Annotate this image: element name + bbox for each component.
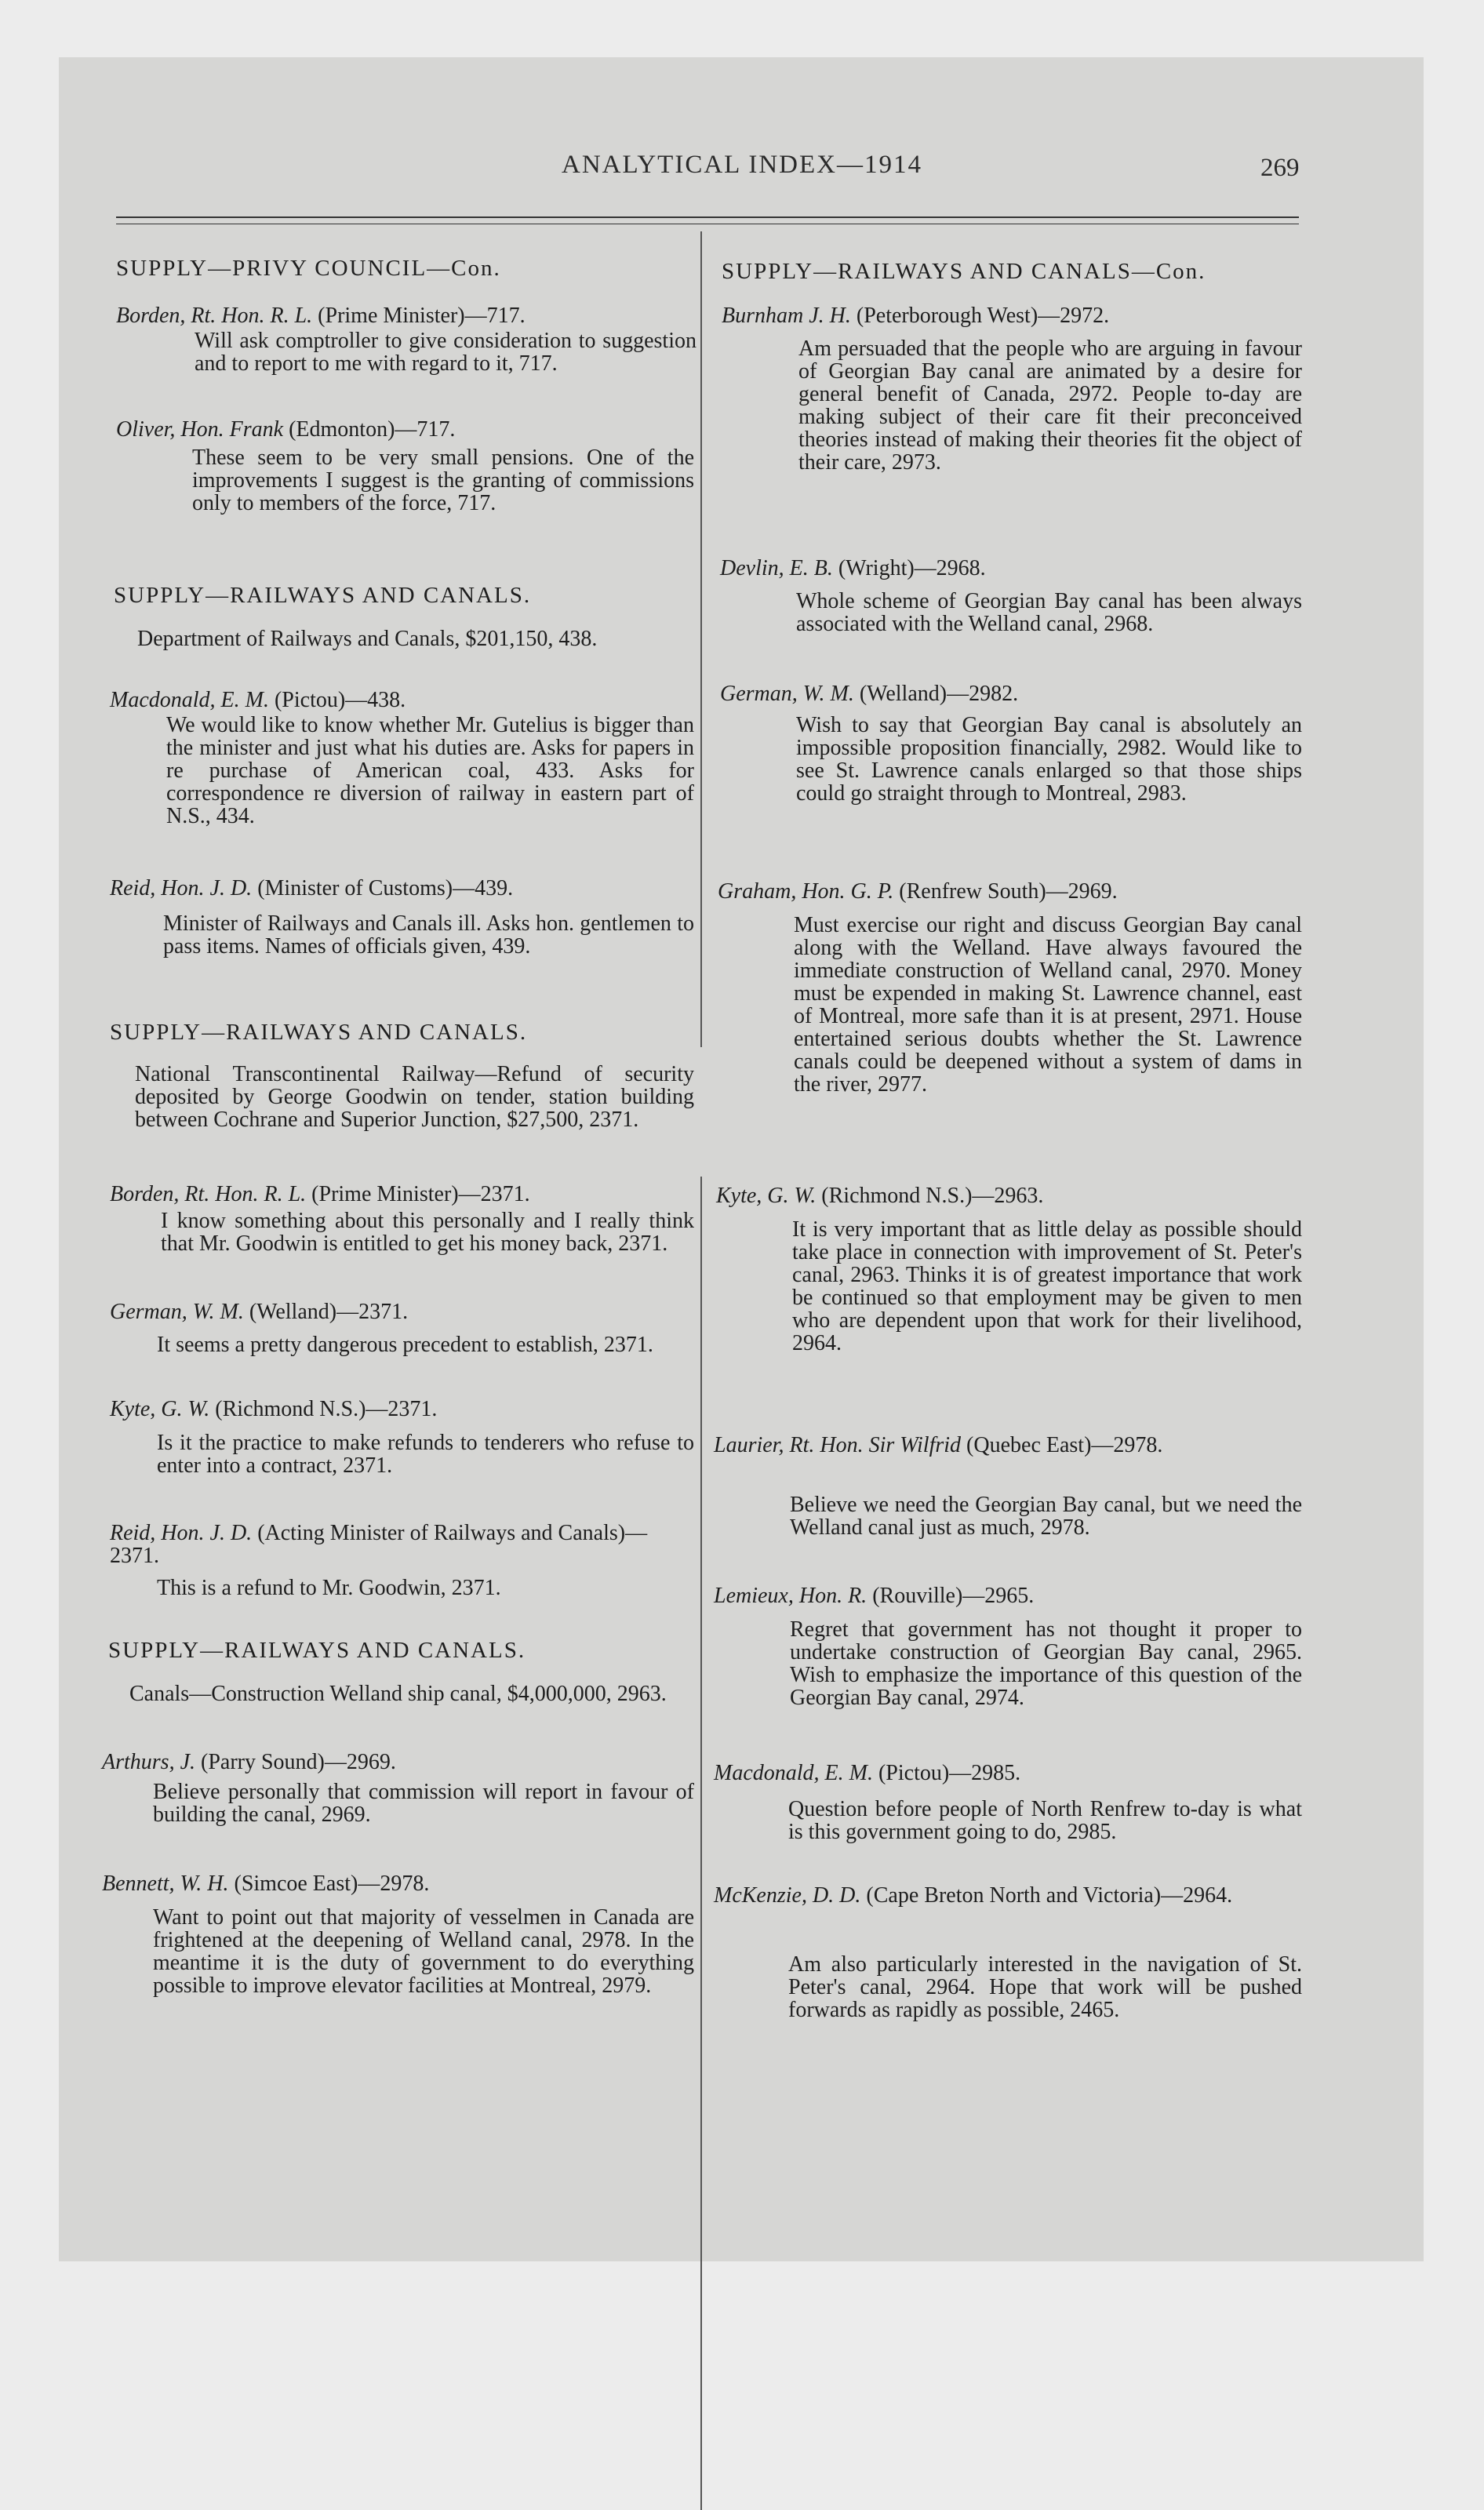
speaker-role: (Prime Minister)—2371. [311,1182,530,1206]
speaker-line [720,682,1300,705]
speaker-role: (Cape Breton North and Victoria)—2964. [866,1883,1233,1908]
speaker-name: Lemieux, Hon. R. [714,1584,867,1608]
entry-text: Am persuaded that the people who are arguing in favour of Georgian Bay canal are animated by a desire for general benefit of Canada, 2972. People to-day are making subject of their care fit their preconceived theories instead of making their theories fit the object of their care, 2973. [798,336,1302,475]
speaker-role: (Parry Sound)—2969. [201,1750,396,1774]
entry-text: Will ask comptroller to give consideration to suggestion and to report to me with regard to it, 717. [195,329,697,376]
section-heading: SUPPLY—RAILWAYS AND CANALS. [108,1638,526,1663]
page-number: 269 [1260,154,1300,182]
speaker-role: (Pictou)—438. [274,688,406,712]
entry-text: This is a refund to Mr. Goodwin, 2371. [157,1576,501,1600]
speaker-role: (Wright)—2968. [838,556,986,580]
speaker-role: (Renfrew South)—2969. [899,879,1118,904]
speaker-name: Oliver, Hon. Frank [116,417,284,442]
speaker-name: Reid, Hon. J. D. [110,1521,253,1545]
entry-text: Is it the practice to make refunds to tenderers who refuse to enter into a contract, 2371. [157,1431,694,1478]
speaker-role: (Welland)—2982. [859,682,1019,706]
section-heading: SUPPLY—PRIVY COUNCIL—Con. [116,256,501,281]
speaker-line [718,880,1302,903]
speaker-name: Borden, Rt. Hon. R. L. [110,1182,307,1206]
speaker-line [102,1872,682,1895]
speaker-line [110,1522,694,1567]
supply-item: Department of Railways and Canals, $201,150, 438. [137,627,598,651]
speaker-line [714,1884,1302,1907]
page-title: ANALYTICAL INDEX—1914 [562,151,922,179]
speaker-role: (Pictou)—2985. [878,1761,1021,1785]
section-heading: SUPPLY—RAILWAYS AND CANALS. [114,583,532,608]
speaker-name: Devlin, E. B. [720,556,833,580]
header-rule-top [116,216,1299,218]
speaker-name: Kyte, G. W. [716,1184,817,1208]
entry-text: I know something about this personally and I really think that Mr. Goodwin is entitled to get his money back, 2371. [161,1209,694,1256]
speaker-name: Burnham J. H. [722,304,851,328]
entry-text: Am also particularly interested in the navigation of St. Peter's canal, 2964. Hope that work will be pushed forwards as rapidly as possible, 2465. [788,1952,1302,2022]
speaker-role: (Edmonton)—717. [289,417,456,442]
speaker-line [714,1434,1302,1457]
supply-item: National Transcontinental Railway—Refund of security deposited by George Goodwin on tender, station building between Cochrane and Superior Junction, $27,500, 2371. [135,1062,694,1132]
speaker-line [720,557,1300,580]
speaker-role: (Acting Minister of Railways and Canals)—2371. [110,1521,648,1568]
speaker-role: (Richmond N.S.)—2963. [821,1184,1044,1208]
entry-text: These seem to be very small pensions. One of the improvements I suggest is the granting of commissions only to members of the force, 717. [192,446,694,515]
supply-item: Canals—Construction Welland ship canal, $4,000,000, 2963. [129,1682,667,1706]
speaker-role: (Quebec East)—2978. [966,1433,1163,1457]
speaker-line [110,689,682,711]
entry-text: Believe personally that commission will report in favour of building the canal, 2969. [153,1780,694,1827]
entry-text: Whole scheme of Georgian Bay canal has been always associated with the Welland canal, 2968. [796,589,1302,636]
speaker-name: German, W. M. [110,1300,244,1324]
speaker-name: Kyte, G. W. [110,1397,210,1421]
entry-text: We would like to know whether Mr. Gutelius is bigger than the minister and just what his duties are. Asks for papers in re purchase of American coal, 433. Asks for correspondence re diversion of railway in eastern part of N.S., 434. [166,713,694,828]
speaker-line [102,1751,682,1773]
speaker-line [110,1398,690,1421]
section-heading: SUPPLY—RAILWAYS AND CANALS—Con. [722,259,1206,284]
speaker-name: Macdonald, E. M. [714,1761,873,1785]
speaker-name: German, W. M. [720,682,854,706]
speaker-role: (Simcoe East)—2978. [234,1872,430,1896]
speaker-line [716,1184,1300,1207]
entry-text: Question before people of North Renfrew to-day is what is this government going to do, 2985. [788,1797,1302,1844]
speaker-name: Macdonald, E. M. [110,688,269,712]
entry-text: Must exercise our right and discuss Georgian Bay canal along with the Welland. Have always favoured the immediate construction of Welland canal, 2970. Money must be expended in making St. Lawrence channel, east of Montreal, more safe than it is at present, 2971. House entertained serious doubts whether the St. Lawrence canals could be deepened without a system of dams in the river, 2977. [794,913,1302,1097]
speaker-name: Graham, Hon. G. P. [718,879,894,904]
speaker-role: (Minister of Customs)—439. [257,876,514,900]
entry-text: Regret that government has not thought it proper to undertake construction of Georgian Bay canal, 2965. Wish to emphasize the importance of this question of the Georgian Bay canal, 2974. [790,1617,1302,1710]
speaker-line [110,877,682,900]
speaker-line [116,304,689,327]
speaker-role: (Rouville)—2965. [872,1584,1035,1608]
speaker-name: Bennett, W. H. [102,1872,229,1896]
speaker-line [714,1584,1302,1607]
speaker-name: Reid, Hon. J. D. [110,876,253,900]
entry-text: Want to point out that majority of vesselmen in Canada are frightened at the deepening of Welland canal, 2978. In the meantime it is the duty of government to do everything possible to improve elevator facilities at Montreal, 2979. [153,1905,694,1998]
entry-text: Wish to say that Georgian Bay canal is absolutely an impossible proposition financially, 2982. Would like to see St. Lawrence canals enlarged so that those ships could go straight through to Montreal, 2983. [796,713,1302,806]
column-divider-lower [700,1177,702,2510]
entry-text: It seems a pretty dangerous precedent to establish, 2371. [157,1333,653,1357]
speaker-role: (Prime Minister)—717. [318,304,526,328]
speaker-name: Borden, Rt. Hon. R. L. [116,304,313,328]
speaker-line [722,304,1302,327]
speaker-line [714,1762,1302,1784]
entry-text: Believe we need the Georgian Bay canal, but we need the Welland canal just as much, 2978. [790,1493,1302,1540]
speaker-line [116,418,689,441]
speaker-line [110,1300,690,1323]
section-heading: SUPPLY—RAILWAYS AND CANALS. [110,1020,528,1045]
speaker-name: McKenzie, D. D. [714,1883,861,1908]
speaker-role: (Richmond N.S.)—2371. [215,1397,438,1421]
speaker-name: Laurier, Rt. Hon. Sir Wilfrid [714,1433,962,1457]
speaker-role: (Peterborough West)—2972. [856,304,1110,328]
entry-text: It is very important that as little delay as possible should take place in connection with improvement of St. Peter's canal, 2963. Thinks it is of greatest importance that work be continued so that employment may be given to men who are dependent upon that work for their livelihood, 2964. [792,1217,1302,1355]
speaker-role: (Welland)—2371. [249,1300,409,1324]
column-divider [700,231,702,1047]
speaker-name: Arthurs, J. [102,1750,195,1774]
speaker-line [110,1183,690,1206]
entry-text: Minister of Railways and Canals ill. Asks hon. gentlemen to pass items. Names of officials given, 439. [163,911,694,959]
